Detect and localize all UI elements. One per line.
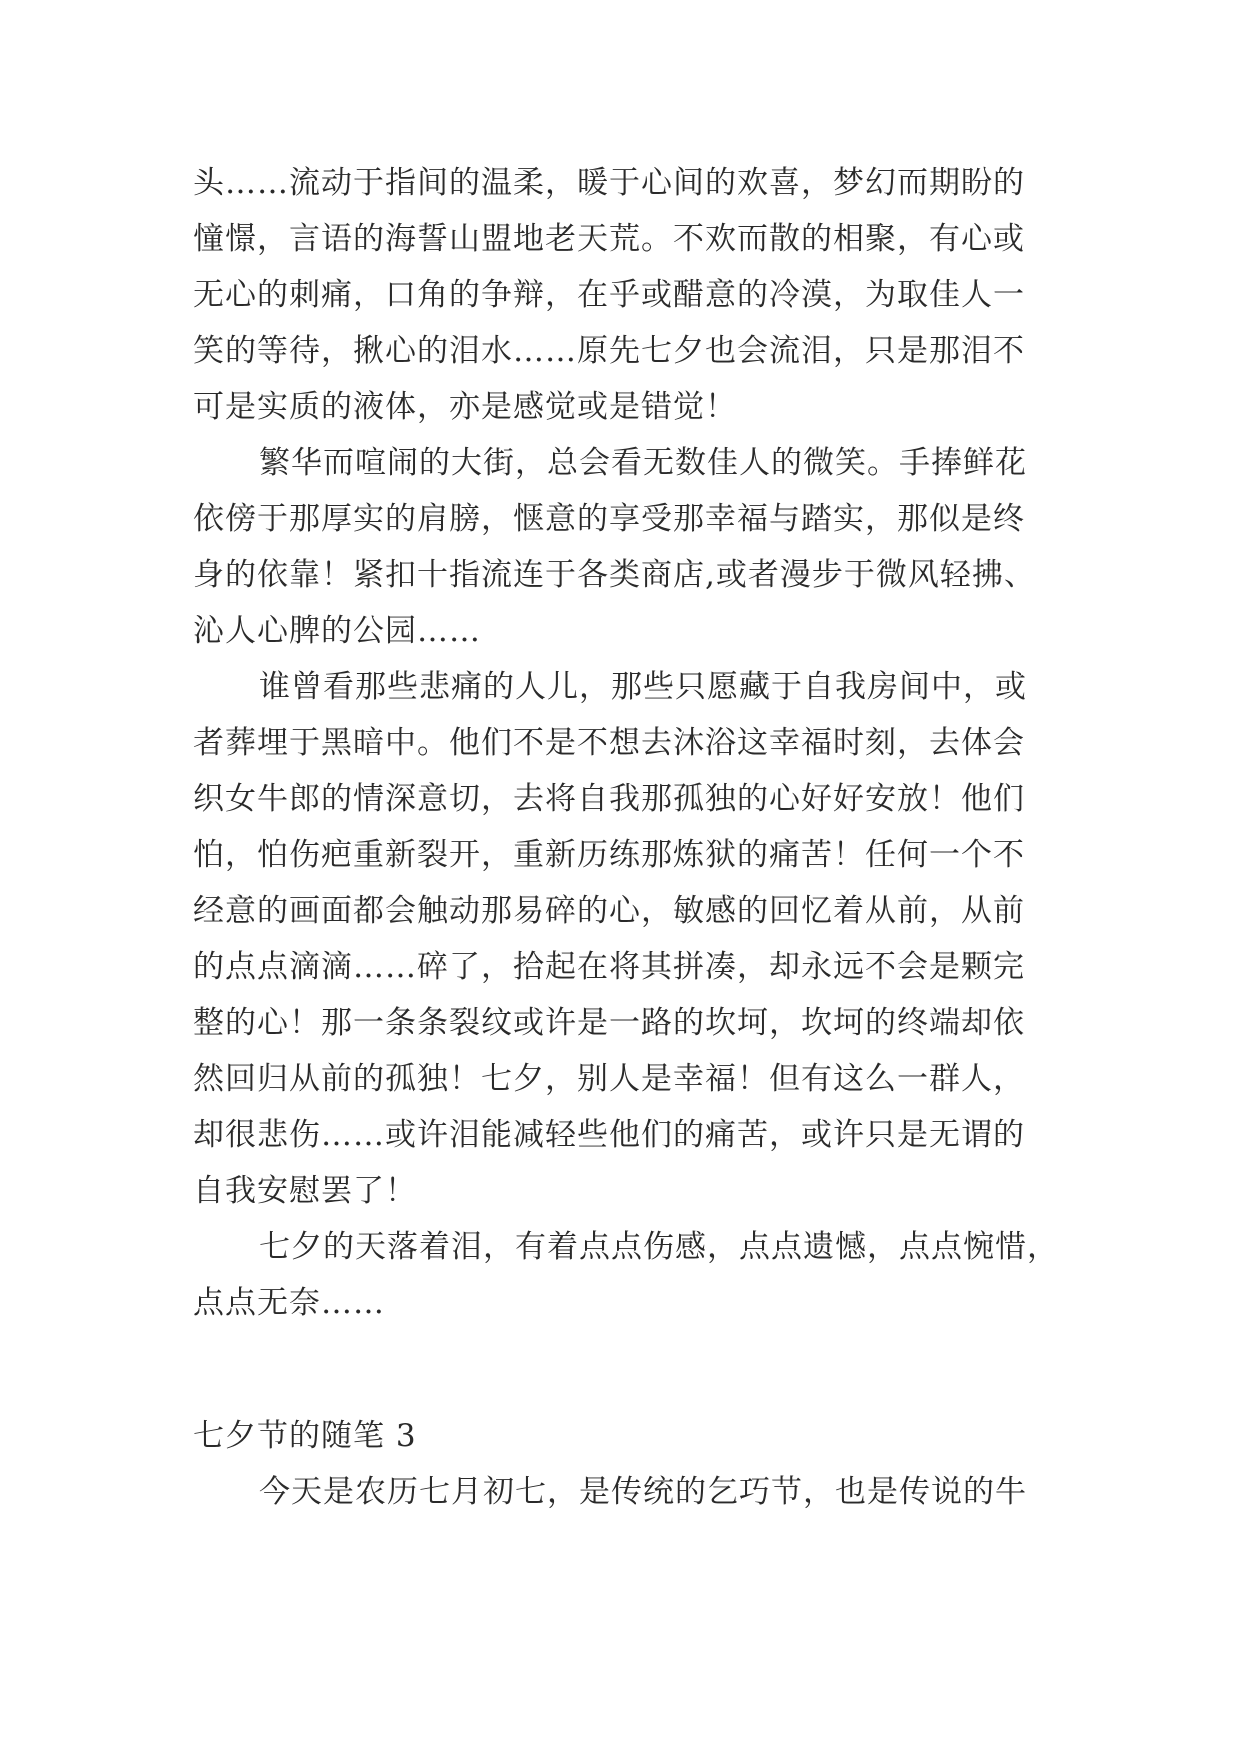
text-line: 然回归从前的孤独！七夕，别人是幸福！但有这么一群人， — [193, 1061, 1025, 1097]
paragraph-first-line: 七夕的天落着泪，有着点点伤感，点点遗憾，点点惋惜， — [259, 1229, 1059, 1265]
text-line: 依傍于那厚实的肩膀，惬意的享受那幸福与踏实，那似是终 — [193, 501, 1025, 537]
document-body — [193, 155, 1063, 1520]
paragraph-first-line: 今天是农历七月初七，是传统的乞巧节，也是传说的牛 — [259, 1474, 1027, 1510]
text-line: 怕，怕伤疤重新裂开，重新历练那炼狱的痛苦！任何一个不 — [193, 837, 1025, 873]
text-line: 经意的画面都会触动那易碎的心，敏感的回忆着从前，从前 — [193, 893, 1025, 929]
paragraph-first-line: 谁曾看那些悲痛的人儿，那些只愿藏于自我房间中，或 — [259, 669, 1027, 705]
section-gap — [193, 1331, 1063, 1408]
text-line: 可是实质的液体，亦是感觉或是错觉！ — [193, 389, 737, 425]
text-line: 头……流动于指间的温柔，暖于心间的欢喜，梦幻而期盼的 — [193, 165, 1025, 201]
text-line: 点点无奈…… — [193, 1285, 385, 1321]
text-line: 织女牛郎的情深意切，去将自我那孤独的心好好安放！他们 — [193, 781, 1025, 817]
text-line: 却很悲伤……或许泪能减轻些他们的痛苦，或许只是无谓的 — [193, 1117, 1025, 1153]
text-line: 身的依靠！紧扣十指流连于各类商店,或者漫步于微风轻拂、 — [193, 557, 1036, 593]
text-line: 笑的等待，揪心的泪水……原先七夕也会流泪，只是那泪不 — [193, 333, 1025, 369]
text-line: 自我安慰罢了！ — [193, 1173, 417, 1209]
text-line: 无心的刺痛，口角的争辩，在乎或醋意的冷漠，为取佳人一 — [193, 277, 1025, 313]
text-line: 憧憬，言语的海誓山盟地老天荒。不欢而散的相聚，有心或 — [193, 221, 1025, 257]
text-line: 者葬埋于黑暗中。他们不是不想去沐浴这幸福时刻，去体会 — [193, 725, 1025, 761]
text-line: 的点点滴滴……碎了，拾起在将其拼凑，却永远不会是颗完 — [193, 949, 1025, 985]
section-heading: 七夕节的随笔 3 — [193, 1418, 417, 1454]
text-line: 沁人心脾的公园…… — [193, 613, 481, 649]
paragraph-first-line: 繁华而喧闹的大街，总会看无数佳人的微笑。手捧鲜花 — [259, 445, 1027, 481]
text-line: 整的心！那一条条裂纹或许是一路的坎坷，坎坷的终端却依 — [193, 1005, 1025, 1041]
